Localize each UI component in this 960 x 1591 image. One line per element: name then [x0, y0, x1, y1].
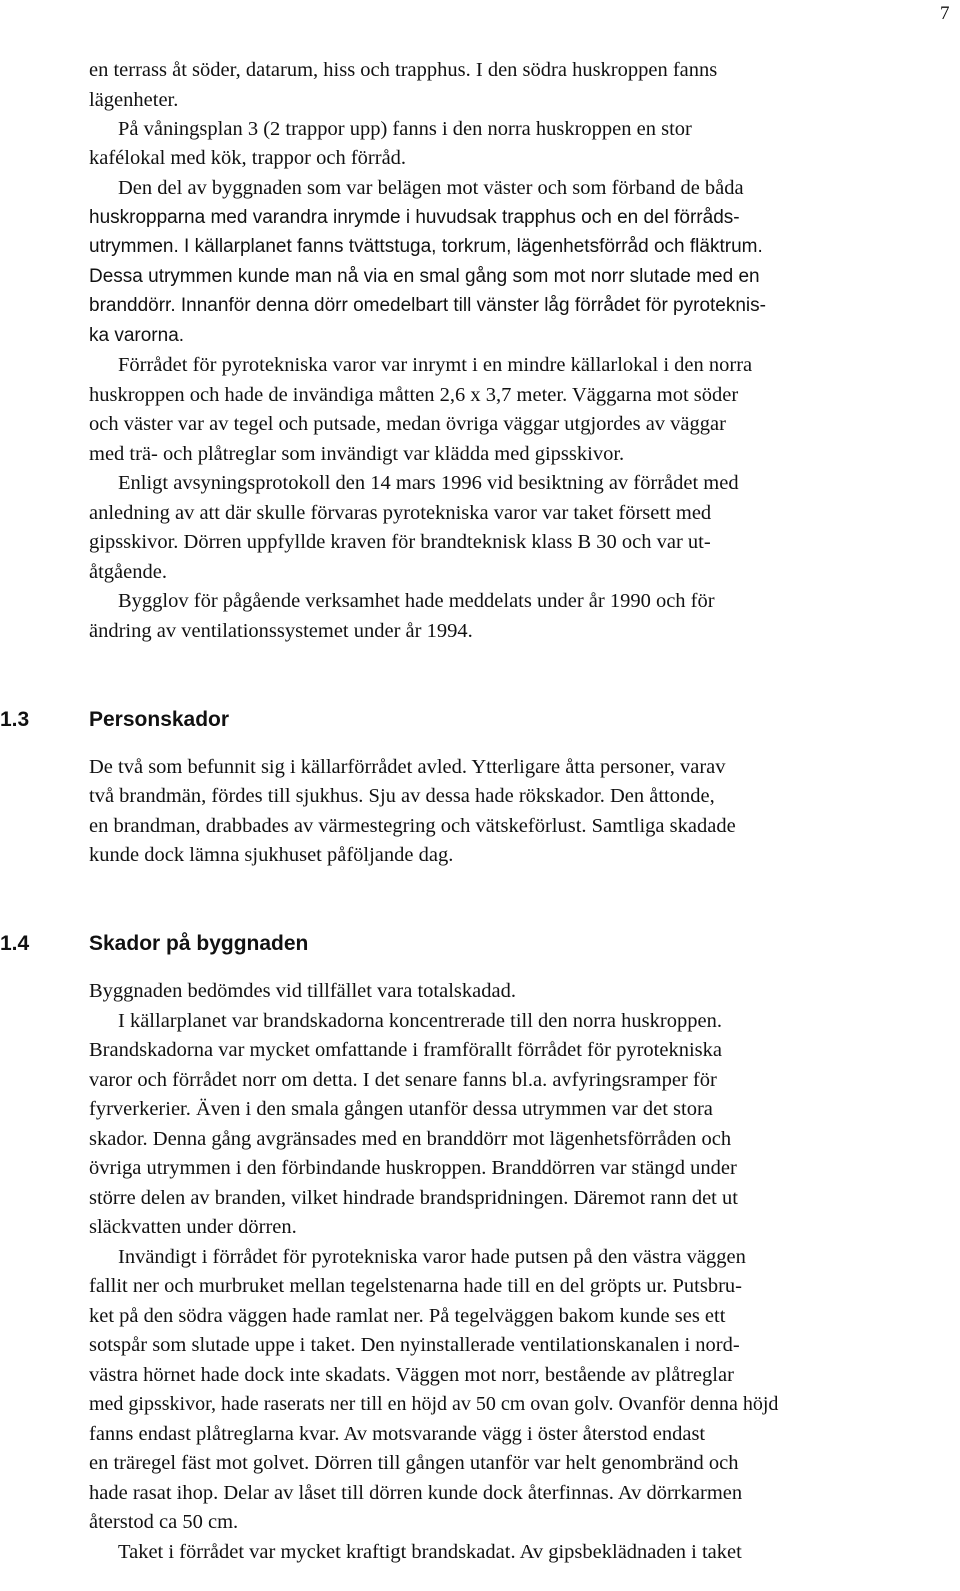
text-line: De två som befunnit sig i källarförrådet avled. Ytterligare åtta personer, varav [89, 756, 726, 778]
text-line: Taket i förrådet var mycket kraftigt brandskadat. Av gipsbeklädnaden i taket [118, 1541, 742, 1563]
text-line: släckvatten under dörren. [89, 1216, 297, 1238]
section-heading-personskador [0, 705, 400, 735]
section-heading-skador-pa-byggnaden [0, 929, 500, 959]
text-line: Brandskadorna var mycket omfattande i framförallt förrådet för pyrotekniska [89, 1039, 722, 1061]
text-line: På våningsplan 3 (2 trappor upp) fanns i den norra huskroppen en stor [118, 118, 692, 140]
text-line: större delen av branden, vilket hindrade brandspridningen. Däremot rann det ut [89, 1187, 738, 1209]
section-title: Personskador [89, 708, 230, 731]
text-line: fyrverkerier. Även i den smala gången utanför dessa utrymmen var det stora [89, 1098, 713, 1120]
text-line: fallit ner och murbruket mellan tegelstenarna hade till en del gröpts ur. Putsbru- [89, 1275, 742, 1297]
text-line: Bygglov för pågående verksamhet hade meddelats under år 1990 och för [118, 590, 715, 612]
text-line: huskroppen och hade de invändiga måtten 2,6 x 3,7 meter. Väggarna mot söder [89, 384, 739, 406]
text-line: Den del av byggnaden som var belägen mot väster och som förband de båda [118, 177, 744, 199]
text-line: övriga utrymmen i den förbindande huskroppen. Branddörren var stängd under [89, 1157, 737, 1179]
text-line: kafélokal med kök, trappor och förråd. [89, 147, 407, 169]
text-line: återstod ca 50 cm. [89, 1511, 239, 1533]
text-line: västra hörnet hade dock inte skadats. Väggen mot norr, bestående av plåtreglar [89, 1364, 734, 1386]
text-line: lägenheter. [89, 89, 179, 111]
text-line: åtgående. [89, 561, 167, 583]
text-line: med trä- och plåtreglar som invändigt var klädda med gipsskivor. [89, 443, 625, 465]
text-line: en träregel fäst mot golvet. Dörren till gången utanför var helt genombränd och [89, 1452, 739, 1474]
text-line: två brandmän, fördes till sjukhus. Sju av dessa hade rökskador. Den åttonde, [89, 785, 715, 807]
text-line: ändring av ventilationssystemet under år 1994. [89, 620, 473, 642]
section-number: 1.4 [0, 932, 30, 955]
text-line: ka varorna. [89, 325, 185, 346]
text-line: med gipsskivor, hade raserats ner till en höjd av 50 cm ovan golv. Ovanför denna höjd [89, 1393, 779, 1415]
text-line: I källarplanet var brandskadorna koncentrerade till den norra huskroppen. [118, 1010, 722, 1032]
text-line: huskropparna med varandra inrymde i huvudsak trapphus och en del förråds- [89, 207, 740, 228]
page-number: 7 [940, 3, 950, 24]
text-line: Byggnaden bedömdes vid tillfället vara totalskadad. [89, 980, 516, 1002]
section-title: Skador på byggnaden [89, 932, 309, 955]
section-number: 1.3 [0, 708, 30, 731]
text-line: utrymmen. I källarplanet fanns tvättstuga, torkrum, lägenhetsförråd och fläktrum. [89, 236, 763, 257]
text-line: skador. Denna gång avgränsades med en branddörr mot lägenhetsförråden och [89, 1128, 732, 1150]
text-line: och väster var av tegel och putsade, medan övriga väggar utgjordes av väggar [89, 413, 726, 435]
text-line: gipsskivor. Dörren uppfyllde kraven för brandteknisk klass B 30 och var ut- [89, 531, 711, 553]
text-line: Dessa utrymmen kunde man nå via en smal gång som mot norr slutade med en [89, 266, 760, 287]
text-line: Förrådet för pyrotekniska varor var inrymt i en mindre källarlokal i den norra [118, 354, 753, 376]
text-line: fanns endast plåtreglarna kvar. Av motsvarande vägg i öster återstod endast [89, 1423, 706, 1445]
text-line: Invändigt i förrådet för pyrotekniska varor hade putsen på den västra väggen [118, 1246, 746, 1268]
text-line: anledning av att där skulle förvaras pyrotekniska varor var taket försett med [89, 502, 712, 524]
text-line: en terrass åt söder, datarum, hiss och trapphus. I den södra huskroppen fanns [89, 59, 718, 81]
text-line: Enligt avsyningsprotokoll den 14 mars 1996 vid besiktning av förrådet med [118, 472, 739, 494]
text-line: hade rasat ihop. Delar av låset till dörren kunde dock återfinnas. Av dörrkarmen [89, 1482, 743, 1504]
text-line: sotspår som slutade uppe i taket. Den nyinstallerade ventilationskanalen i nord- [89, 1334, 740, 1356]
text-line: varor och förrådet norr om detta. I det senare fanns bl.a. avfyringsramper för [89, 1069, 717, 1091]
text-line: kunde dock lämna sjukhuset påföljande dag. [89, 844, 454, 866]
text-line: en brandman, drabbades av värmestegring och vätskeförlust. Samtliga skadade [89, 815, 736, 837]
text-line: branddörr. Innanför denna dörr omedelbart till vänster låg förrådet för pyroteknis- [89, 295, 766, 316]
text-line: ket på den södra väggen hade ramlat ner. På tegelväggen bakom kunde ses ett [89, 1305, 726, 1327]
